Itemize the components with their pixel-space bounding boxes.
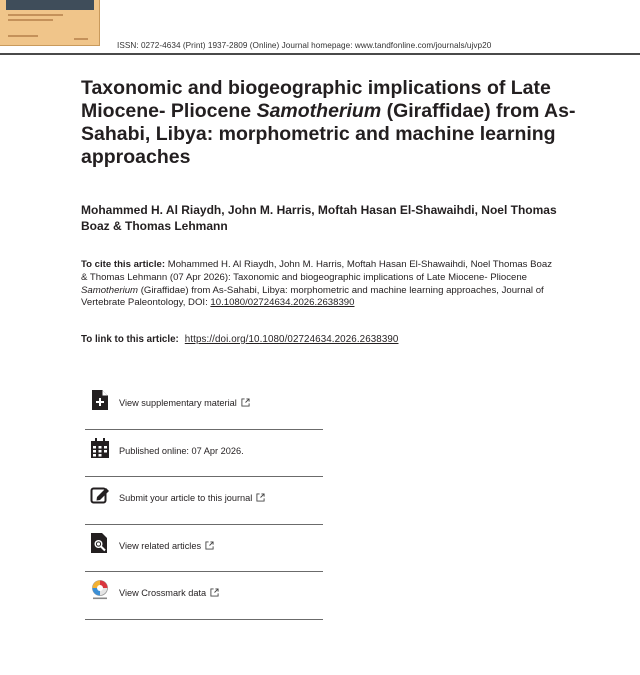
action-published-online	[85, 430, 323, 478]
external-link-icon	[205, 541, 214, 550]
search-document-icon	[90, 532, 110, 554]
article-link-block	[81, 334, 561, 345]
article-doi-url[interactable]: https://doi.org/10.1080/02724634.2026.2638390	[184, 334, 399, 345]
action-label: View supplementary material	[119, 398, 237, 408]
cover-text-line	[8, 19, 53, 21]
citation-text: (Giraffidae) from As-Sahabi, Libya: morphometric and machine learning approaches, Journal of Vertebrate Paleontology, DOI:	[81, 284, 544, 309]
cover-image	[6, 0, 94, 10]
citation-block	[81, 259, 561, 310]
edit-icon	[90, 484, 110, 506]
citation-text: Mohammed H. Al Riaydh, John M. Harris, Moftah Hasan El-Shawaihdi, Noel Thomas Boaz & Thomas Lehmann (07 Apr 2026): Taxonomic and biogeographic implications of Late Miocene- Pliocene	[81, 259, 552, 283]
citation-genus-italic: Samotherium	[81, 284, 139, 296]
cover-text-line	[8, 14, 63, 16]
article-title	[81, 77, 601, 169]
journal-cover-thumbnail	[0, 0, 100, 46]
cover-text-line	[74, 38, 88, 40]
supplementary-file-icon	[90, 389, 110, 411]
action-label: Published online: 07 Apr 2026.	[119, 445, 244, 456]
action-label: View related articles	[119, 540, 202, 551]
action-label: Submit your article to this journal	[119, 493, 253, 503]
external-link-icon	[241, 398, 250, 407]
title-text: (Giraffidae) from As-Sahabi, Libya: morphometric and machine learning approaches	[81, 100, 576, 168]
external-link-icon	[210, 588, 219, 597]
title-genus-italic: Samotherium	[256, 100, 382, 122]
cover-text-line	[8, 35, 38, 37]
title-text: Taxonomic and biogeographic implications of Late Miocene- Pliocene	[81, 77, 551, 122]
citation-doi-link[interactable]: 10.1080/02724634.2026.2638390	[210, 297, 355, 309]
article-actions-list	[85, 382, 323, 620]
action-view-related[interactable]	[85, 525, 323, 573]
crossmark-icon	[90, 579, 110, 601]
issn-line: ISSN: 0272-4634 (Print) 1937-2809 (Online) Journal homepage: www.tandfonline.com/journals/ujvp20	[117, 41, 492, 50]
action-submit-article[interactable]	[85, 477, 323, 525]
article-authors: Mohammed H. Al Riaydh, John M. Harris, Moftah Hasan El-Shawaihdi, Noel Thomas Boaz & Thomas Lehmann	[81, 203, 557, 233]
action-view-crossmark[interactable]	[85, 572, 323, 620]
action-view-supplementary[interactable]	[85, 382, 323, 430]
header-rule	[0, 53, 640, 55]
calendar-icon	[90, 437, 110, 459]
article-link-label: To link to this article:	[81, 334, 179, 345]
action-label: View Crossmark data	[119, 588, 207, 598]
external-link-icon	[256, 493, 265, 502]
citation-label: To cite this article:	[81, 259, 166, 270]
